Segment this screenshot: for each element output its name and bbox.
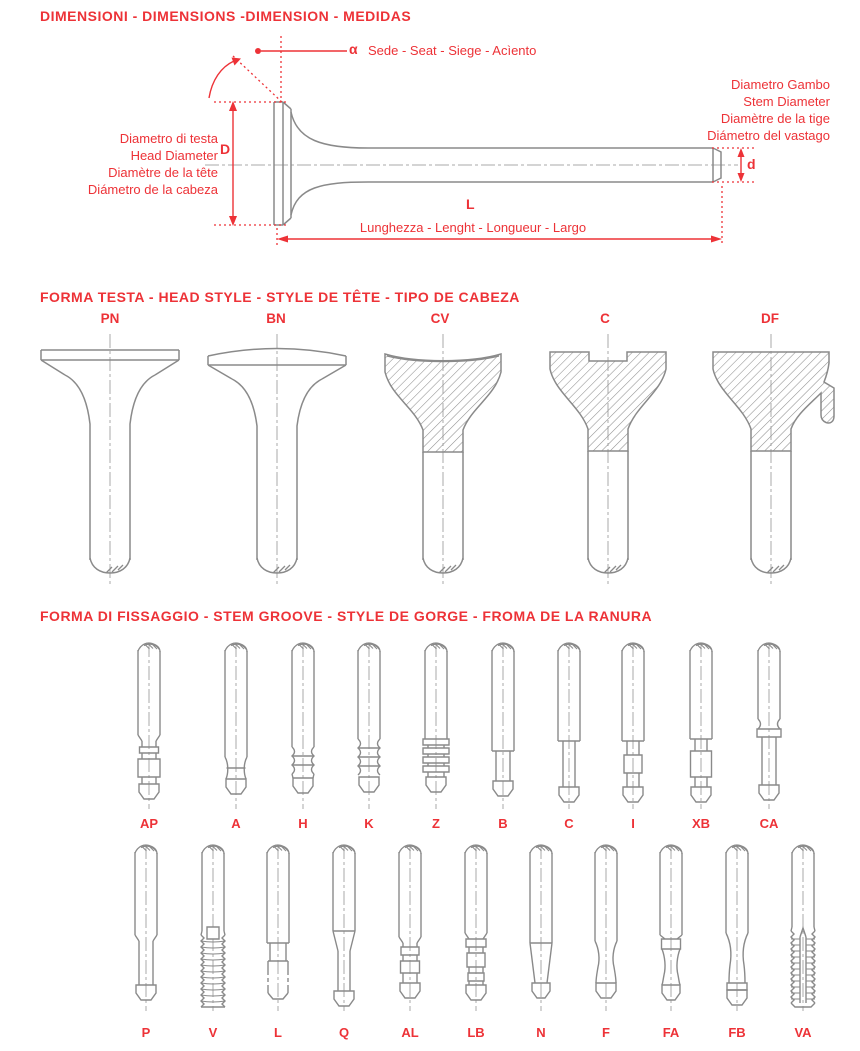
stem-groove-code: H xyxy=(298,816,308,831)
stem-groove-figure-A xyxy=(214,641,258,811)
head-style-figure-C xyxy=(525,332,691,590)
stem-groove-code: F xyxy=(602,1025,610,1040)
head-style-figure-CV xyxy=(360,332,526,590)
stem-groove-code: P xyxy=(141,1025,151,1040)
stem-groove-code: C xyxy=(564,816,574,831)
stem-groove-figure-XB xyxy=(679,641,723,811)
head-styles-title: FORMA TESTA - HEAD STYLE - STYLE DE TÊTE - TIPO DE CABEZA xyxy=(40,289,520,305)
stem-groove-code: AP xyxy=(139,816,159,831)
stem-groove-figure-K xyxy=(347,641,391,811)
stem-groove-figure-H xyxy=(281,641,325,811)
stem-groove-figure-VA xyxy=(781,843,825,1013)
head-style-figure-DF xyxy=(688,332,854,590)
head-diameter-line: Diamètre de la tête xyxy=(108,165,218,180)
head-diameter-line: Diametro di testa xyxy=(119,131,218,146)
stem-groove-code: K xyxy=(364,816,374,831)
stem-groove-figure-C xyxy=(547,641,591,811)
length-symbol: L xyxy=(466,196,475,212)
head-style-code: C xyxy=(600,311,610,326)
alpha-symbol: α xyxy=(349,41,358,57)
stem-diameter-label xyxy=(630,76,830,144)
head-style-code: PN xyxy=(100,311,120,326)
stem-groove-code: FA xyxy=(662,1025,680,1040)
stem-groove-code: Q xyxy=(338,1025,350,1040)
stem-groove-figure-F xyxy=(584,843,628,1013)
head-diameter-symbol: D xyxy=(220,141,231,157)
stem-grooves-title: FORMA DI FISSAGGIO - STEM GROOVE - STYLE DE GORGE - FROMA DE LA RANURA xyxy=(40,608,653,624)
stem-groove-figure-LB xyxy=(454,843,498,1013)
stem-groove-figure-FA xyxy=(649,843,693,1013)
stem-groove-code: VA xyxy=(794,1025,812,1040)
seat-label: Sede - Seat - Siege - Acìento xyxy=(368,43,537,58)
stem-groove-figure-V xyxy=(191,843,235,1013)
stem-groove-figure-CA xyxy=(747,641,791,811)
head-diameter-line: Head Diameter xyxy=(130,148,218,163)
stem-groove-code: FB xyxy=(728,1025,746,1040)
stem-groove-code: AL xyxy=(401,1025,419,1040)
stem-groove-figure-Z xyxy=(414,641,458,811)
stem-groove-code: XB xyxy=(691,816,711,831)
stem-groove-figure-I xyxy=(611,641,655,811)
head-style-code: BN xyxy=(266,311,286,326)
stem-groove-figure-P xyxy=(124,843,168,1013)
stem-groove-figure-Q xyxy=(322,843,366,1013)
stem-groove-code: CA xyxy=(759,816,779,831)
head-style-figure-BN xyxy=(194,332,360,590)
head-style-figure-PN xyxy=(27,332,193,590)
stem-groove-figure-N xyxy=(519,843,563,1013)
stem-groove-figure-AL xyxy=(388,843,432,1013)
stem-groove-code: V xyxy=(208,1025,218,1040)
stem-diameter-line: Diametro Gambo xyxy=(731,77,830,92)
stem-groove-code: LB xyxy=(467,1025,485,1040)
stem-diameter-line: Diamètre de la tige xyxy=(720,111,830,126)
head-style-code: CV xyxy=(430,311,450,326)
stem-diameter-symbol: d xyxy=(747,156,756,172)
stem-diameter-line: Stem Diameter xyxy=(743,94,830,109)
stem-groove-figure-AP xyxy=(127,641,171,811)
stem-groove-code: I xyxy=(631,816,635,831)
stem-groove-code: B xyxy=(498,816,508,831)
head-style-code: DF xyxy=(761,311,779,326)
stem-diameter-line: Diámetro del vastago xyxy=(707,128,830,143)
head-diameter-label xyxy=(18,130,218,198)
stem-groove-code: N xyxy=(536,1025,546,1040)
stem-groove-figure-FB xyxy=(715,843,759,1013)
dimensions-title: DIMENSIONI - DIMENSIONS -DIMENSION - MEDIDAS xyxy=(40,8,412,24)
stem-groove-code: A xyxy=(231,816,241,831)
stem-groove-figure-B xyxy=(481,641,525,811)
stem-groove-code: L xyxy=(274,1025,282,1040)
stem-groove-code: Z xyxy=(432,816,440,831)
head-diameter-line: Diámetro de la cabeza xyxy=(87,182,218,197)
length-label: Lunghezza - Lenght - Longueur - Largo xyxy=(359,220,587,235)
stem-groove-figure-L xyxy=(256,843,300,1013)
